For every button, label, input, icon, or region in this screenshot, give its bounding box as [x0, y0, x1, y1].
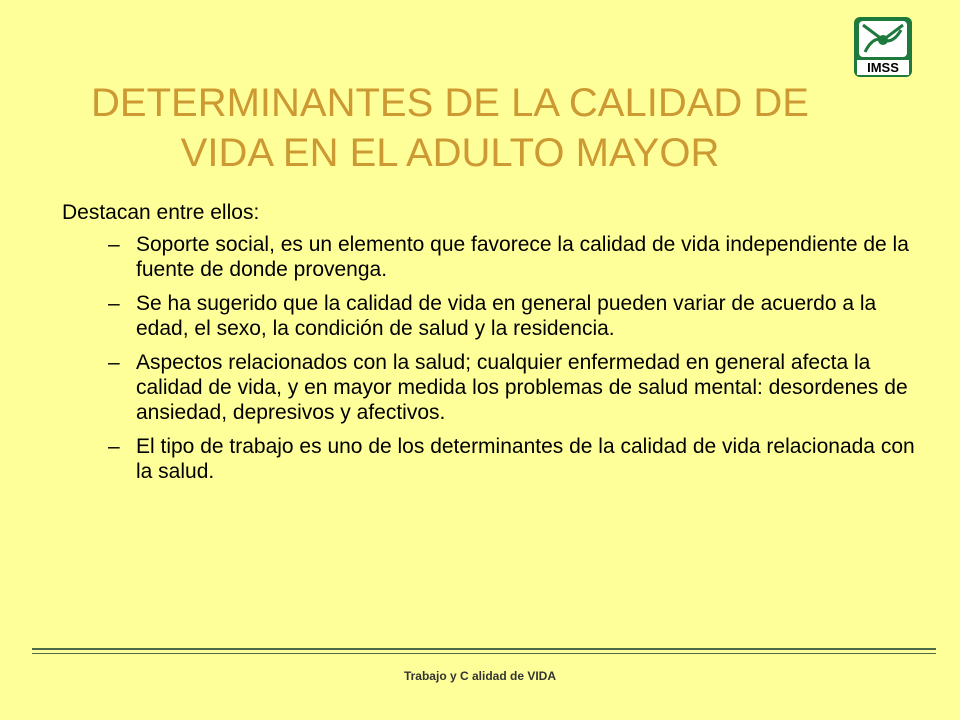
bullet-dash: – [108, 233, 120, 256]
footer-divider-top [32, 648, 936, 650]
footer-text: Trabajo y C alidad de VIDA [403, 669, 557, 683]
bullet-dash: – [108, 435, 120, 458]
imss-logo-icon [853, 16, 913, 78]
intro-text: Destacan entre ellos: [62, 201, 260, 224]
title-line-2: VIDA EN EL ADULTO MAYOR [180, 131, 720, 175]
slide-title [40, 78, 860, 178]
logo-text: IMSS [867, 60, 899, 75]
bullet-text: Aspectos relacionados con la salud; cualquier enfermedad en general afecta la calidad de vida, y en mayor medida los problemas de salud mental: desordenes de ansiedad, depresivos y afectivos. [136, 351, 908, 424]
list-item [62, 434, 922, 484]
bullet-list [62, 232, 922, 484]
bullet-dash: – [108, 292, 120, 315]
list-item [62, 291, 922, 341]
list-item [62, 350, 922, 425]
bullet-text: Se ha sugerido que la calidad de vida en general pueden variar de acuerdo a la edad, el sexo, la condición de salud y la residencia. [136, 292, 877, 340]
bullet-dash: – [108, 351, 120, 374]
imss-logo [853, 16, 913, 78]
title-line-1: DETERMINANTES DE LA CALIDAD DE [91, 81, 809, 125]
bullet-text: Soporte social, es un elemento que favorece la calidad de vida independiente de la fuente de donde provenga. [136, 233, 909, 281]
bullet-text: El tipo de trabajo es uno de los determinantes de la calidad de vida relacionada con la salud. [136, 435, 915, 483]
list-item [62, 232, 922, 282]
footer-divider-bottom [32, 653, 936, 654]
slide-body [62, 200, 922, 493]
